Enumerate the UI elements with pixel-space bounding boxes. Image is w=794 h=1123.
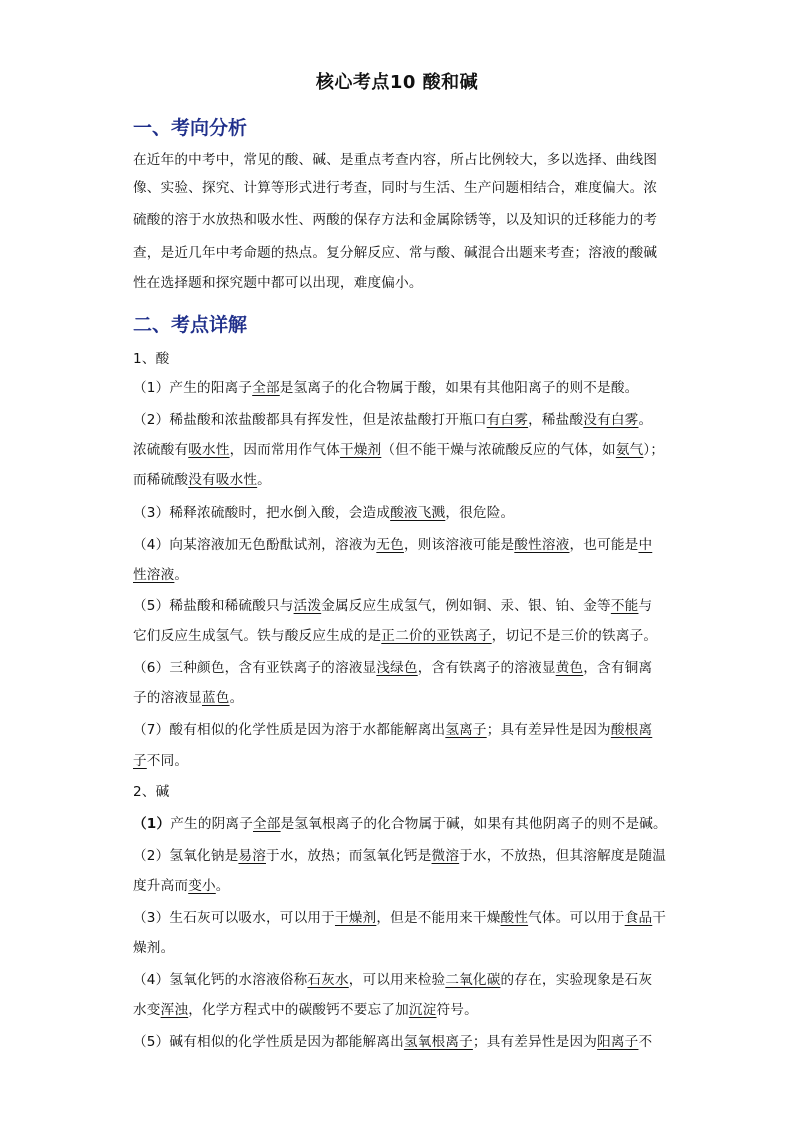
underlined-text: 不能 — [610, 598, 639, 614]
underlined-text: 酸液飞溅 — [390, 505, 446, 521]
text-line — [133, 938, 678, 958]
text-line — [133, 782, 678, 802]
text-span: ；具有差异性是因为 — [486, 722, 611, 738]
underlined-text: 有白雾 — [486, 412, 529, 428]
section-heading-analysis: 一、考向分析 — [133, 117, 248, 139]
text-span: （6）三种颜色，含有亚铁离子的溶液显 — [133, 660, 377, 676]
underlined-text: 性溶液 — [133, 567, 175, 583]
text-line — [133, 178, 678, 198]
text-span: （3）生石灰可以吸水，可以用于 — [133, 910, 335, 926]
text-span: 性在选择题和探究题中都可以出现，难度偏小。 — [133, 275, 423, 291]
text-span: （7）酸有相似的化学性质是因为溶于水都能解离出 — [133, 722, 446, 738]
underlined-text: 氨气 — [615, 442, 644, 458]
text-span: 。 — [638, 412, 653, 428]
text-span: 金属反应生成氢气，例如铜、汞、银、铂、金等 — [321, 598, 611, 614]
underlined-text: 食品 — [624, 910, 653, 926]
underlined-text: 全部 — [253, 816, 281, 832]
underlined-text: 二氧化碳 — [445, 972, 501, 988]
text-span: （5）稀盐酸和稀硫酸只与 — [133, 598, 294, 614]
document-title: 核心考点10 酸和碱 — [315, 72, 479, 93]
text-line — [133, 150, 678, 170]
text-span: 气体。可以用于 — [528, 910, 625, 926]
text-line — [133, 503, 678, 523]
text-span: 浓硫酸有 — [133, 442, 189, 458]
underlined-text: 无色 — [376, 537, 404, 553]
text-span: 。 — [174, 567, 189, 583]
text-span: ，则该溶液可能是 — [403, 537, 515, 553]
text-line — [133, 658, 678, 678]
text-span: （2）氢氧化钠是 — [133, 848, 239, 864]
text-span: ，但是不能用来干燥 — [376, 910, 501, 926]
underlined-text: 变小 — [188, 878, 216, 894]
underlined-text: 没有白雾 — [583, 412, 639, 428]
text-span: 与 — [638, 598, 653, 614]
text-line — [133, 970, 678, 990]
text-span: ；具有差异性是因为 — [472, 1034, 598, 1050]
underlined-text: 正二价的亚铁离子 — [381, 628, 492, 644]
text-line — [133, 535, 678, 555]
underlined-text: 石灰水 — [307, 972, 349, 988]
text-span: 在近年的中考中，常见的酸、碱、是重点考查内容，所占比例较大，多以选择、曲线图 — [133, 152, 658, 168]
underlined-text: 吸水性 — [188, 442, 230, 458]
text-span: ，可以用来检验 — [348, 972, 446, 988]
text-line — [133, 846, 678, 866]
text-span: ，切记不是三价的铁离子。 — [491, 628, 658, 644]
text-line — [133, 1032, 678, 1052]
text-line — [133, 751, 678, 771]
text-span: ，含有铜离 — [583, 660, 653, 676]
text-span: （4）氢氧化钙的水溶液俗称 — [133, 972, 308, 988]
text-span: 水变 — [133, 1002, 161, 1018]
text-span: ，很危险。 — [445, 505, 515, 521]
text-line — [133, 1000, 678, 1020]
underlined-text: 易溶 — [238, 848, 266, 864]
underlined-text: 中 — [638, 537, 653, 553]
underlined-text: 蓝色 — [201, 690, 230, 706]
text-span: ）； — [643, 442, 665, 458]
text-span: 干 — [652, 910, 667, 926]
text-span: 子的溶液显 — [133, 690, 202, 706]
text-span: 。 — [215, 878, 230, 894]
underlined-text: 阳离子 — [597, 1034, 639, 1050]
text-span: （3）稀释浓硫酸时，把水倒入酸，会造成 — [133, 505, 391, 521]
section-heading-details: 二、考点详解 — [133, 314, 248, 336]
text-span: ，因而常用作气体 — [229, 442, 340, 458]
underlined-text: 干燥剂 — [334, 910, 377, 926]
text-span: 像、实验、探究、计算等形式进行考查，同时与生活、生产问题相结合，难度偏大。浓 — [133, 180, 658, 196]
text-line — [133, 596, 678, 616]
underlined-text: 黄色 — [555, 660, 584, 676]
underlined-text: 浑浊 — [160, 1002, 189, 1018]
underlined-text: 酸根离 — [610, 722, 653, 738]
text-span: 1、酸 — [133, 351, 170, 367]
underlined-text: 沉淀 — [408, 1002, 437, 1018]
text-line — [133, 440, 678, 460]
underlined-text: 微溶 — [431, 848, 460, 864]
text-line — [133, 908, 678, 928]
text-span: （但不能干燥与浓硫酸反应的气体，如 — [381, 442, 616, 458]
underlined-text: 酸性溶液 — [514, 537, 570, 553]
text-span: 是氢离子的化合物属于酸，如果有其他阳离子的则不是酸。 — [279, 380, 639, 396]
text-span: 于水，放热；而氢氧化钙是 — [266, 848, 432, 864]
underlined-text: 氢离子 — [445, 722, 487, 738]
text-span: （1）产生的阳离子 — [133, 380, 253, 396]
underlined-text: 活泼 — [293, 598, 322, 614]
underlined-text: 浅绿色 — [376, 660, 418, 676]
text-span: 而稀硫酸 — [133, 472, 189, 488]
text-span: （2）稀盐酸和浓盐酸都具有挥发性，但是浓盐酸打开瓶口 — [133, 412, 487, 428]
text-span: 的存在，实验现象是石灰 — [500, 972, 653, 988]
text-span: （5）碱有相似的化学性质是因为都能解离出 — [133, 1034, 404, 1050]
underlined-text: 酸性 — [500, 910, 529, 926]
text-line — [133, 410, 678, 430]
text-line — [133, 720, 678, 740]
text-span: ，含有铁离子的溶液显 — [417, 660, 556, 676]
text-span: 查，是近几年中考命题的热点。复分解反应、常与酸、碱混合出题来考查；溶液的酸碱 — [133, 245, 658, 261]
text-line — [133, 243, 678, 263]
text-span: ，稀盐酸 — [528, 412, 584, 428]
text-span: 燥剂。 — [133, 940, 175, 956]
text-span: 产生的阴离子 — [170, 816, 254, 832]
text-span: 是氢氧根离子的化合物属于碱，如果有其他阴离子的则不是碱。 — [280, 816, 667, 832]
text-line — [133, 876, 678, 896]
underlined-text: 子 — [133, 753, 147, 769]
underlined-text: 干燥剂 — [339, 442, 382, 458]
text-span: （1） — [133, 816, 171, 832]
text-line — [133, 210, 678, 230]
text-span: 不同。 — [146, 753, 189, 769]
text-line — [133, 349, 678, 369]
underlined-text: 没有吸水性 — [188, 472, 258, 488]
text-span: 硫酸的溶于水放热和吸水性、两酸的保存方法和金属除锈等，以及知识的迁移能力的考 — [133, 212, 658, 228]
text-span: ，化学方程式中的碳酸钙不要忘了加 — [188, 1002, 409, 1018]
underlined-text: 全部 — [252, 380, 280, 396]
text-line — [133, 565, 678, 585]
text-line — [133, 470, 678, 490]
text-span: 。 — [257, 472, 271, 488]
text-span: 于水，不放热，但其溶解度是随温 — [459, 848, 667, 864]
text-span: 不 — [638, 1034, 653, 1050]
text-span: 2、碱 — [133, 784, 170, 800]
text-span: 。 — [229, 690, 244, 706]
text-line — [133, 814, 678, 834]
text-span: ，也可能是 — [569, 537, 639, 553]
underlined-text: 氢氧根离子 — [403, 1034, 473, 1050]
text-span: （4）向某溶液加无色酚酞试剂，溶液为 — [133, 537, 377, 553]
text-span: 符号。 — [436, 1002, 478, 1018]
text-span: 度升高而 — [133, 878, 189, 894]
text-line — [133, 688, 678, 708]
text-line — [133, 273, 678, 293]
text-line — [133, 626, 678, 646]
text-line — [133, 378, 678, 398]
text-span: 它们反应生成氢气。铁与酸反应生成的是 — [133, 628, 382, 644]
